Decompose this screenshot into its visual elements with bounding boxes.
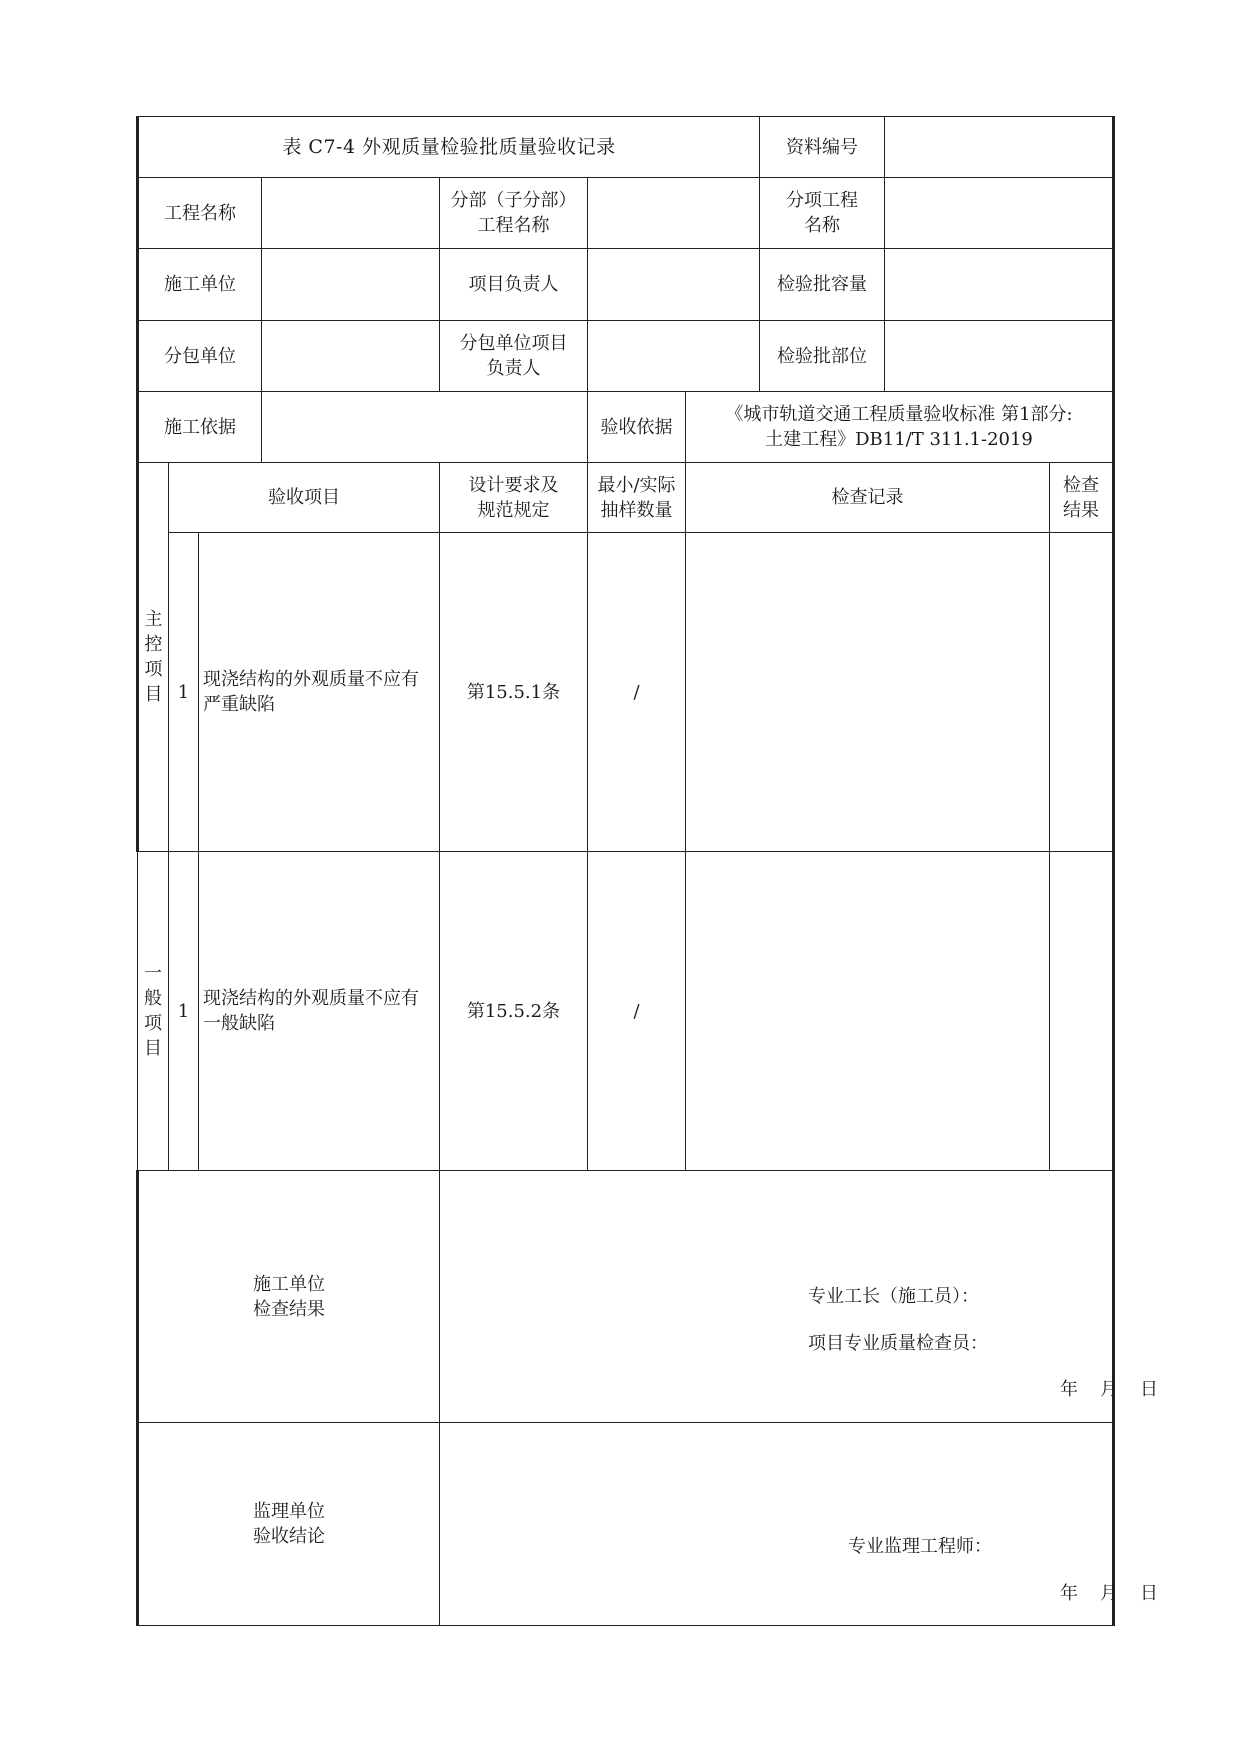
- column-header-row: [138, 463, 1114, 533]
- supervisor-date: 年 月 日: [1060, 1583, 1158, 1604]
- subcontractor-field[interactable]: [262, 321, 440, 392]
- acceptance-basis-value: 《城市轨道交通工程质量验收标准 第1部分: 土建工程》DB11/T 311.1-2019: [686, 392, 1114, 463]
- inspection-form-table: [136, 116, 1158, 1626]
- result-column-header: 检查 结果: [1050, 463, 1114, 533]
- general-label: 一 般 项 目: [138, 852, 169, 1171]
- contractor-field[interactable]: [262, 249, 440, 321]
- sub-division-field[interactable]: [588, 178, 760, 249]
- subcontractor-label: 分包单位: [138, 321, 262, 392]
- sub-item-field[interactable]: [885, 178, 1114, 249]
- main-item-result-field[interactable]: [1050, 533, 1114, 852]
- record-column-header: 检查记录: [686, 463, 1050, 533]
- doc-no-field[interactable]: [885, 117, 1114, 178]
- contractor-check-label: 施工单位 检查结果: [138, 1171, 440, 1423]
- form-title: 表 C7-4 外观质量检验批质量验收记录: [138, 117, 760, 178]
- contractor-date: 年 月 日: [1060, 1379, 1158, 1400]
- acceptance-basis-label: 验收依据: [588, 392, 686, 463]
- supervisor-check-field[interactable]: [440, 1423, 1158, 1626]
- subcontractor-row: [138, 321, 1114, 392]
- contractor-check-row: [138, 1171, 1114, 1423]
- foreman-signature-label: 专业工长（施工员）：: [808, 1286, 979, 1307]
- inspector-signature-label: 项目专业质量检查员：: [808, 1333, 988, 1354]
- engineer-signature-label: 专业监理工程师：: [848, 1536, 992, 1557]
- item-column-header: 验收项目: [169, 463, 440, 533]
- batch-location-label: 检验批部位: [760, 321, 885, 392]
- doc-no-label: 资料编号: [760, 117, 885, 178]
- title-row: [138, 117, 1114, 178]
- main-item-sample: /: [588, 533, 686, 852]
- main-item-no: 1: [169, 533, 199, 852]
- design-req-column-header: 设计要求及 规范规定: [440, 463, 588, 533]
- project-name-row: [138, 178, 1114, 249]
- project-name-label: 工程名称: [138, 178, 262, 249]
- supervisor-check-row: [138, 1423, 1114, 1626]
- general-item-req: 第15.5.2条: [440, 852, 588, 1171]
- supervisor-check-label: 监理单位 验收结论: [138, 1423, 440, 1626]
- sub-manager-field[interactable]: [588, 321, 760, 392]
- sub-division-label: 分部（子分部） 工程名称: [440, 178, 588, 249]
- sample-column-header: 最小/实际 抽样数量: [588, 463, 686, 533]
- contractor-row: [138, 249, 1114, 321]
- general-item-result-field[interactable]: [1050, 852, 1114, 1171]
- general-item-no: 1: [169, 852, 199, 1171]
- main-control-label: 主 控 项 目: [138, 463, 169, 852]
- contractor-check-field[interactable]: [440, 1171, 1158, 1423]
- batch-capacity-label: 检验批容量: [760, 249, 885, 321]
- project-manager-label: 项目负责人: [440, 249, 588, 321]
- batch-location-field[interactable]: [885, 321, 1114, 392]
- construction-basis-field[interactable]: [262, 392, 588, 463]
- basis-row: [138, 392, 1114, 463]
- general-item-record-field[interactable]: [686, 852, 1050, 1171]
- general-item-sample: /: [588, 852, 686, 1171]
- project-name-field[interactable]: [262, 178, 440, 249]
- project-manager-field[interactable]: [588, 249, 760, 321]
- construction-basis-label: 施工依据: [138, 392, 262, 463]
- sub-item-label: 分项工程 名称: [760, 178, 885, 249]
- batch-capacity-field[interactable]: [885, 249, 1114, 321]
- contractor-label: 施工单位: [138, 249, 262, 321]
- main-item-text: 现浇结构的外观质量不应有严重缺陷: [199, 533, 440, 852]
- sub-manager-label: 分包单位项目 负责人: [440, 321, 588, 392]
- main-item-record-field[interactable]: [686, 533, 1050, 852]
- table-row: [138, 533, 1114, 852]
- table-row: [138, 852, 1114, 1171]
- main-item-req: 第15.5.1条: [440, 533, 588, 852]
- general-item-text: 现浇结构的外观质量不应有一般缺陷: [199, 852, 440, 1171]
